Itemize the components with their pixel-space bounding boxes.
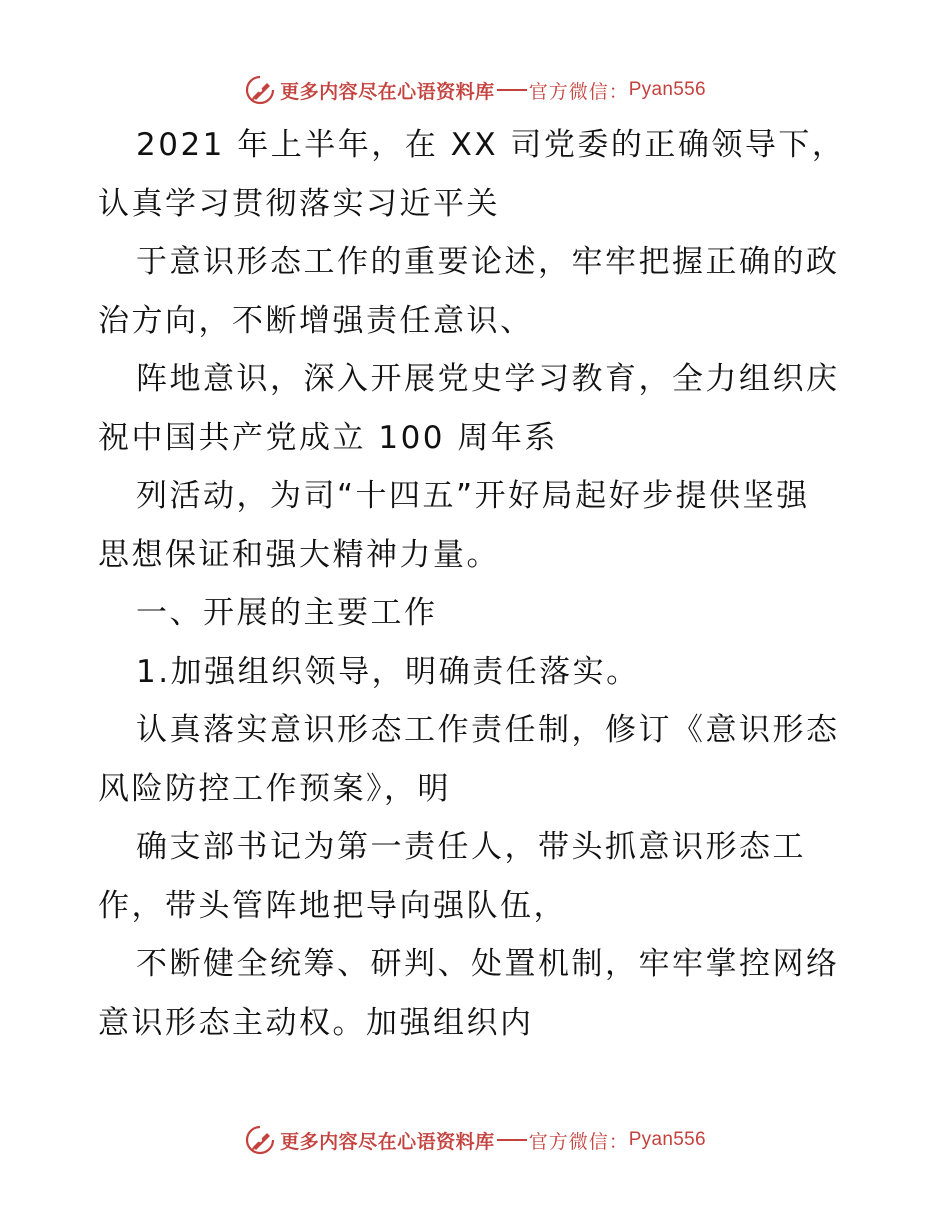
paragraph-intro-cont-3 — [98, 467, 858, 584]
text-line: 阵地意识，深入开展党史学习教育，全力组织庆 — [136, 361, 840, 397]
text-line: 列活动，为司“十四五”开好局起好步提供坚强 — [136, 478, 810, 514]
paragraph-intro-cont-2 — [98, 350, 858, 467]
subsection-heading — [98, 643, 858, 702]
text-line: 祝中国共产党成立 100 周年系 — [98, 419, 558, 456]
paragraph-responsibility-cont-2 — [98, 935, 858, 1052]
text-line: 不断健全统筹、研判、处置机制，牢牢掌控网络 — [136, 946, 840, 982]
watermark-official-label: 官方微信： — [528, 1130, 629, 1153]
paragraph-responsibility-cont-1 — [98, 818, 858, 935]
watermark-wechat-id: Pyan556 — [628, 79, 706, 100]
text-line: 于意识形态工作的重要论述，牢牢把握正确的政 — [136, 244, 840, 280]
paragraph-responsibility — [98, 701, 858, 818]
quill-pen-logo-icon — [244, 74, 276, 106]
text-line: 意识形态主动权。加强组织内 — [98, 1004, 534, 1041]
header-watermark — [0, 70, 950, 110]
section-heading — [98, 584, 858, 643]
text-line: 2021 年上半年，在 XX 司党委的正确领导下， — [136, 127, 846, 163]
text-line: 作，带头管阵地把导向强队伍， — [98, 887, 567, 924]
paragraph-intro-cont-1 — [98, 233, 858, 350]
watermark-dash — [497, 1139, 527, 1141]
watermark-wechat-id: Pyan556 — [628, 1129, 706, 1150]
paragraph-intro — [98, 116, 858, 233]
text-line: 认真学习贯彻落实习近平关 — [98, 185, 500, 222]
footer-watermark — [0, 1120, 950, 1160]
quill-pen-logo-icon — [244, 1124, 276, 1156]
watermark-dash — [497, 89, 527, 91]
watermark-brand-text: 更多内容尽在心语资料库 — [280, 80, 495, 103]
text-line: 治方向，不断增强责任意识、 — [98, 302, 534, 339]
heading-main-work: 一、开展的主要工作 — [136, 595, 438, 631]
watermark-brand-text: 更多内容尽在心语资料库 — [280, 1130, 495, 1153]
heading-leadership: 1.加强组织领导，明确责任落实。 — [136, 653, 640, 690]
text-line: 思想保证和强大精神力量。 — [98, 536, 500, 573]
text-line: 确支部书记为第一责任人，带头抓意识形态工 — [136, 829, 806, 865]
text-line: 风险防控工作预案》，明 — [98, 770, 451, 807]
watermark-official-label: 官方微信： — [528, 80, 629, 103]
document-body — [98, 116, 858, 1052]
text-line: 认真落实意识形态工作责任制，修订《意识形态 — [136, 712, 840, 748]
